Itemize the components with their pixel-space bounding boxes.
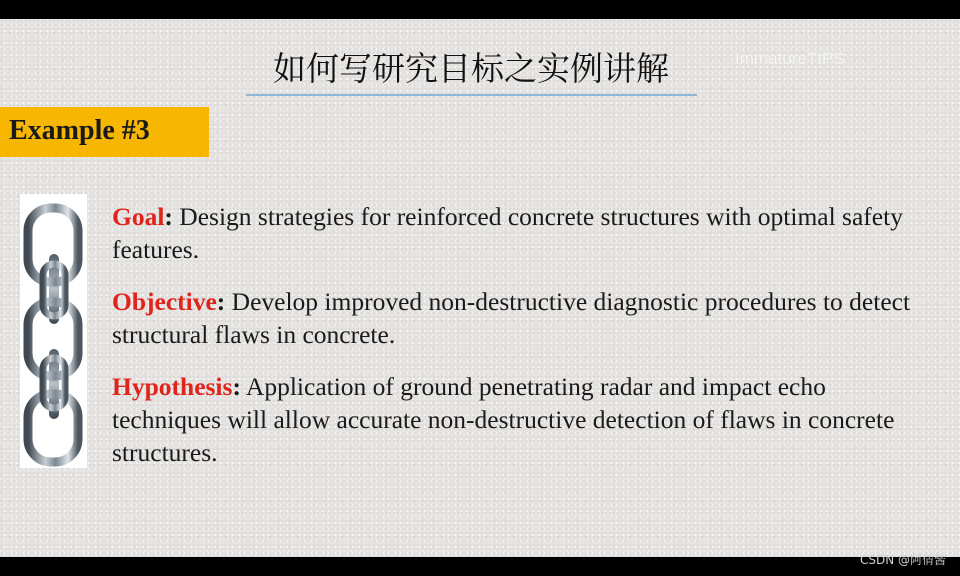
- footer-credit: CSDN @阿倩酱: [859, 553, 946, 567]
- objective-colon: :: [216, 287, 226, 316]
- example-badge: [0, 107, 209, 157]
- objective-term: Objective: [112, 287, 217, 316]
- hypothesis-term: Hypothesis: [112, 372, 233, 401]
- list-item-hypothesis: [112, 370, 932, 469]
- chain-svg: [20, 194, 87, 468]
- watermark-text: ImmatureTIPS: [735, 49, 845, 68]
- list-item-objective: [112, 285, 932, 351]
- objective-text: Develop improved non-destructive diagnostic procedures to detect structural flaws in concrete.: [112, 287, 911, 349]
- example-label: Example #3: [9, 115, 150, 146]
- hypothesis-colon: :: [232, 372, 241, 401]
- slide-frame: [0, 19, 960, 557]
- content-list: [112, 200, 932, 488]
- hypothesis-text: Application of ground penetrating radar and impact echo techniques will allow accurate non-destructive detection of flaws in concrete structures.: [112, 372, 895, 467]
- chain-links-icon: [20, 194, 87, 468]
- slide-title: 如何写研究目标之实例讲解: [273, 49, 669, 88]
- title-underline: [246, 94, 697, 96]
- goal-colon: :: [164, 202, 173, 231]
- goal-term: Goal: [112, 202, 165, 231]
- goal-text: Design strategies for reinforced concrete structures with optimal safety features.: [112, 202, 903, 264]
- list-item-goal: [112, 200, 932, 266]
